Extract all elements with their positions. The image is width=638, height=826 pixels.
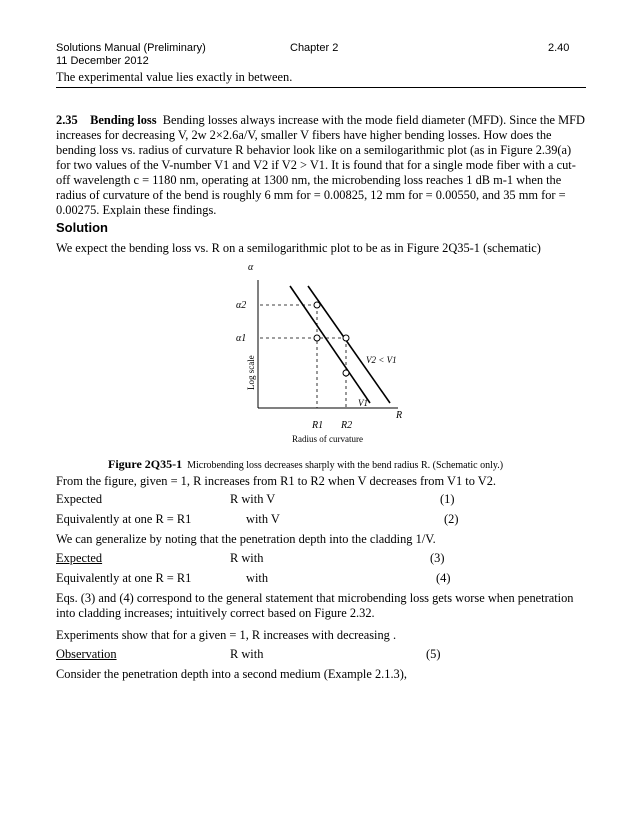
problem-body bbox=[56, 113, 586, 218]
r2-label: R2 bbox=[341, 420, 353, 431]
v1-label: V1 bbox=[358, 398, 368, 408]
eq4-number: (4) bbox=[436, 571, 451, 585]
solution-line-5: Consider the penetration depth into a second medium (Example 2.1.3), bbox=[56, 667, 407, 681]
alpha-axis-label: α bbox=[248, 262, 254, 273]
figure-caption bbox=[108, 457, 503, 472]
equation-2 bbox=[56, 512, 586, 527]
equation-1 bbox=[56, 492, 586, 507]
eq3-statement: R with bbox=[230, 551, 264, 565]
eq2-statement: with V bbox=[246, 512, 280, 526]
point-v1-r2 bbox=[343, 370, 349, 376]
eq4-statement: with bbox=[246, 571, 269, 585]
eq1-statement: R with V bbox=[230, 492, 276, 506]
intro-text: The experimental value lies exactly in between. bbox=[56, 70, 293, 84]
eq3-number: (3) bbox=[430, 551, 445, 565]
solution-line-4: Experiments show that for a given = 1, R increases with decreasing . bbox=[56, 628, 397, 642]
figure-2q35-1 bbox=[220, 258, 420, 448]
header-page-number: 2.40 bbox=[548, 42, 570, 54]
log-scale-label: Log scale bbox=[246, 355, 256, 390]
r-axis-label: R bbox=[396, 410, 403, 421]
eq5-statement: R with bbox=[230, 647, 264, 661]
r1-label: R1 bbox=[312, 420, 324, 431]
v2-label: V2 < V1 bbox=[366, 355, 397, 365]
eq1-label: Expected bbox=[56, 492, 103, 506]
problem-text: Bending losses always increase with the mode field diameter (MFD). Since the MFD increases for decreasing V, 2w 2×2.6a/V, smaller V fibers have higher bending losses. How does the bending loss vs. radius of curvature R behavior look like on a semilogarithmic plot (as in Figure 2.39(a) for two values of the V-number V1 and V2 if V2 > V1. It is found that for a single mode fiber with a cut-off wavelength c = 1180 nm, operating at 1300 nm, the microbending loss reaches 1 dB m-1 when the radius of curvature of the bend is roughly 6 mm for = 0.00825, 12 mm for = 0.00550, and 35 mm for = 0.00275. Explain these findings. bbox=[56, 113, 585, 217]
caption-text: Microbending loss decreases sharply with the bend radius R. (Schematic only.) bbox=[187, 460, 504, 471]
point-v2-r2 bbox=[343, 335, 349, 341]
header-divider bbox=[56, 87, 586, 88]
eq2-label: Equivalently at one R = R1 bbox=[56, 512, 192, 526]
eq4-label: Equivalently at one R = R1 bbox=[56, 571, 192, 585]
header-chapter: Chapter 2 bbox=[290, 42, 339, 54]
caption-number: Figure 2Q35-1 bbox=[108, 457, 183, 471]
solution-line-3: Eqs. (3) and (4) correspond to the general statement that microbending loss gets worse when penetration into cladding increases; intuitively correct based on Figure 2.32. bbox=[56, 591, 574, 620]
equation-5 bbox=[56, 647, 586, 662]
header-left: Solutions Manual (Preliminary) bbox=[56, 42, 206, 54]
solution-intro: We expect the bending loss vs. R on a semilogarithmic plot to be as in Figure 2Q35-1 (schematic) bbox=[56, 241, 541, 255]
eq3-label: Expected bbox=[56, 551, 103, 565]
x-axis-title: Radius of curvature bbox=[292, 434, 363, 444]
eq5-label: Observation bbox=[56, 647, 117, 661]
alpha1-label: α1 bbox=[236, 333, 247, 344]
solution-line-1: From the figure, given = 1, R increases from R1 to R2 when V decreases from V1 to V2. bbox=[56, 474, 497, 488]
alpha2-label: α2 bbox=[236, 300, 247, 311]
point-v2-r1 bbox=[314, 302, 320, 308]
solution-line-2: We can generalize by noting that the penetration depth into the cladding 1/V. bbox=[56, 532, 436, 546]
problem-number: 2.35 bbox=[56, 113, 78, 127]
eq5-number: (5) bbox=[426, 647, 441, 661]
point-v1-r1 bbox=[314, 335, 320, 341]
eq2-number: (2) bbox=[444, 512, 459, 526]
problem-title: Bending loss bbox=[90, 113, 157, 127]
v1-curve bbox=[290, 286, 370, 403]
eq1-number: (1) bbox=[440, 492, 455, 506]
equation-3 bbox=[56, 551, 586, 566]
header-date: 11 December 2012 bbox=[56, 55, 149, 67]
solution-heading: Solution bbox=[56, 220, 108, 235]
equation-4 bbox=[56, 571, 586, 586]
v2-curve bbox=[308, 286, 390, 403]
